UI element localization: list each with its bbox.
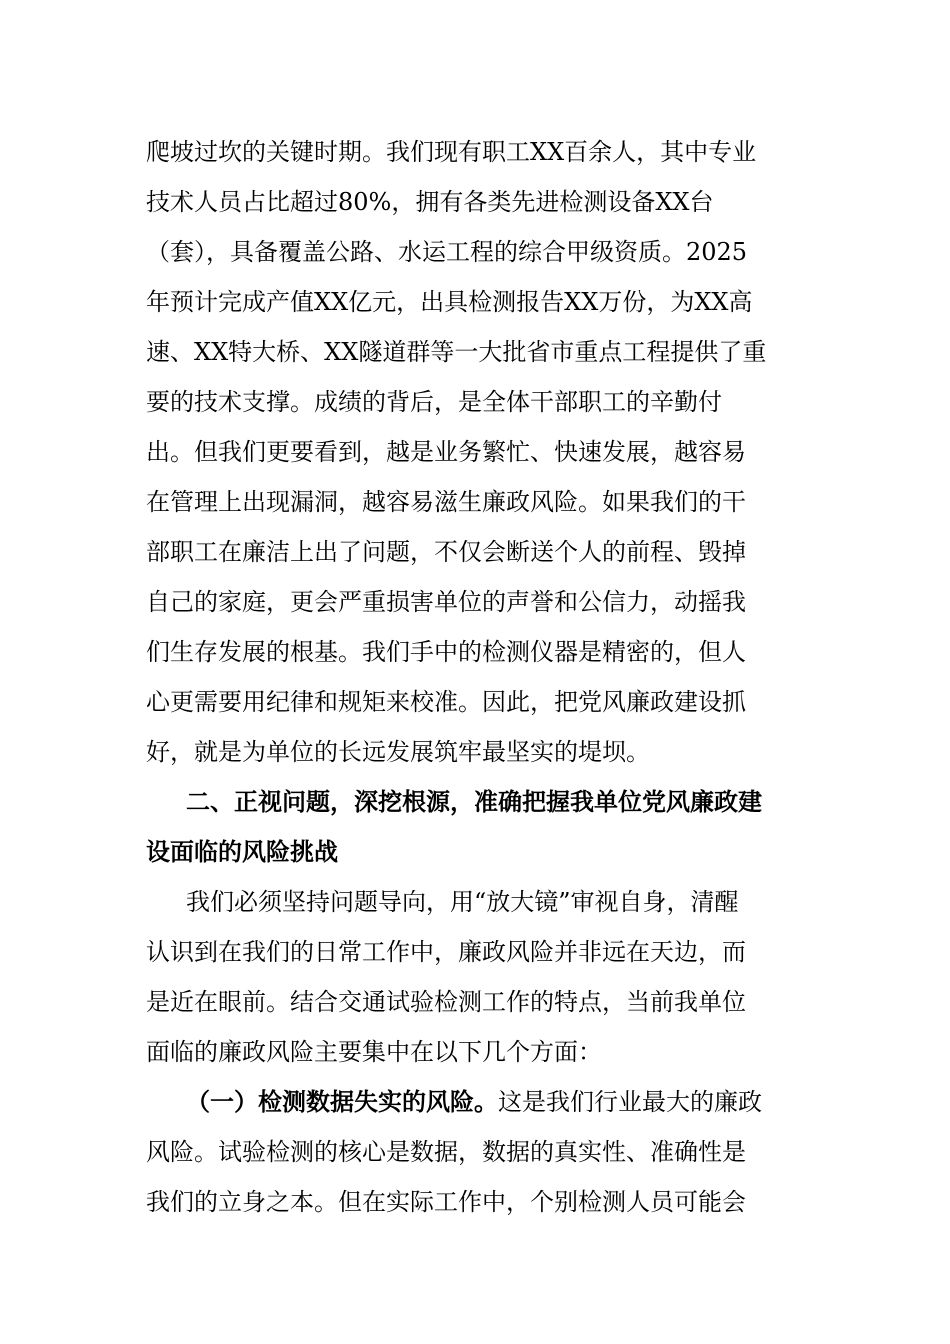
body-text-line: 出。但我们更要看到，越是业务繁忙、快速发展，越容易 <box>146 438 746 466</box>
body-text-line: 在管理上出现漏洞，越容易滋生廉政风险。如果我们的干 <box>146 488 746 516</box>
body-text-line: 部职工在廉洁上出了问题，不仅会断送个人的前程、毁掉 <box>146 538 746 566</box>
subsection-line <box>186 1077 806 1127</box>
body-text-line: 要的技术支撑。成绩的背后，是全体干部职工的辛勤付 <box>146 388 722 416</box>
body-text-line: 认识到在我们的日常工作中，廉政风险并非远在天边，而 <box>146 938 746 966</box>
body-text-line: 风险。试验检测的核心是数据，数据的真实性、准确性是 <box>146 1138 746 1166</box>
body-text-line: 心更需要用纪律和规矩来校准。因此，把党风廉政建设抓 <box>146 688 746 716</box>
section-heading-cont: 设面临的风险挑战 <box>146 837 338 866</box>
body-text-line: 自己的家庭，更会严重损害单位的声誉和公信力，动摇我 <box>146 588 746 616</box>
body-text-line: （套），具备覆盖公路、水运工程的综合甲级资质。2025 <box>146 238 748 266</box>
body-text-line: 好，就是为单位的长远发展筑牢最坚实的堤坝。 <box>146 738 650 766</box>
section-heading: 二、正视问题，深挖根源，准确把握我单位党风廉政建 <box>186 787 762 816</box>
body-text-line: 我们必须坚持问题导向，用“放大镜”审视自身，清醒 <box>186 888 739 916</box>
body-text-line: 是近在眼前。结合交通试验检测工作的特点，当前我单位 <box>146 988 746 1016</box>
subsection-text: 这是我们行业最大的廉政 <box>498 1088 762 1116</box>
subsection-title: （一）检测数据失实的风险。 <box>186 1087 498 1116</box>
body-text-line: 技术人员占比超过80%，拥有各类先进检测设备XX台 <box>146 188 714 216</box>
body-text-line: 速、XX特大桥、XX隧道群等一大批省市重点工程提供了重 <box>146 338 767 366</box>
body-text-line: 们生存发展的根基。我们手中的检测仪器是精密的，但人 <box>146 638 746 666</box>
body-text-line: 面临的廉政风险主要集中在以下几个方面： <box>146 1038 602 1066</box>
body-text-line: 年预计完成产值XX亿元，出具检测报告XX万份，为XX高 <box>146 288 753 316</box>
body-text-line: 我们的立身之本。但在实际工作中，个别检测人员可能会 <box>146 1188 746 1216</box>
body-text-line: 爬坡过坎的关键时期。我们现有职工XX百余人，其中专业 <box>146 138 757 166</box>
